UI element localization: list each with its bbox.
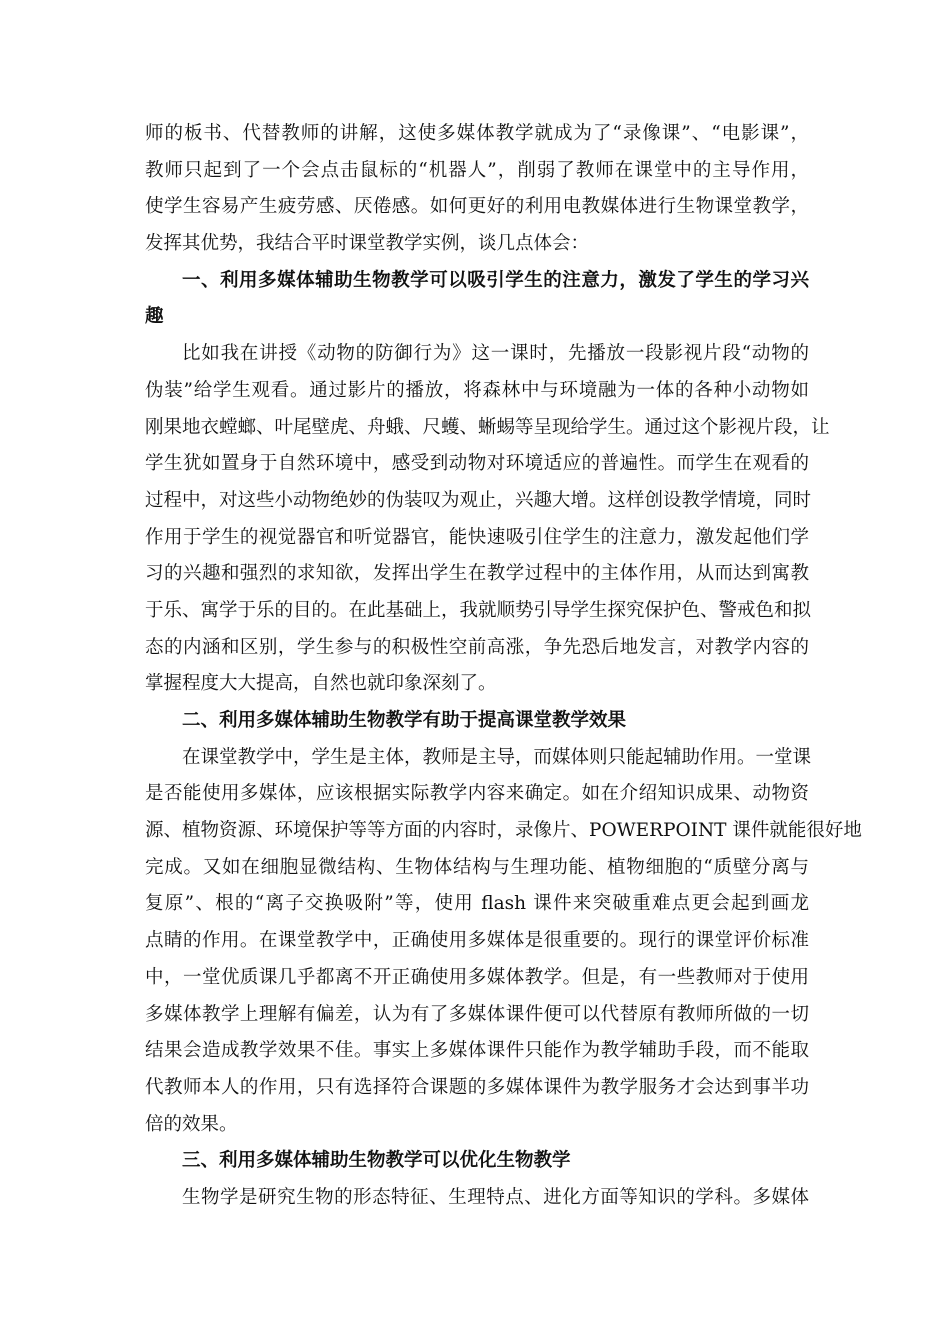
text-line: 是否能使用多媒体，应该根据实际教学内容来确定。如在介绍知识成果、动物资: [145, 783, 809, 805]
text-line: 完成。又如在细胞显微结构、生物体结构与生理功能、植物细胞的“质壁分离与: [145, 856, 809, 878]
text-line: 习的兴趣和强烈的求知欲，发挥出学生在教学过程中的主体作用，从而达到寓教: [145, 563, 809, 585]
text-line: 伪装”给学生观看。通过影片的播放，将森林中与环境融为一体的各种小动物如: [145, 379, 809, 401]
text-line: 学生犹如置身于自然环境中，感受到动物对环境适应的普遍性。而学生在观看的: [145, 453, 809, 475]
section-heading-1-continued: 趣: [145, 306, 164, 328]
text-line: 点睛的作用。在课堂教学中，正确使用多媒体是很重要的。现行的课堂评价标准: [145, 930, 809, 952]
text-line: 作用于学生的视觉器官和听觉器官，能快速吸引住学生的注意力，激发起他们学: [145, 526, 809, 548]
text-line: 教师只起到了一个会点击鼠标的“机器人”，削弱了教师在课堂中的主导作用，: [145, 159, 809, 181]
paragraph-start: 生物学是研究生物的形态特征、生理特点、进化方面等知识的学科。多媒体: [182, 1186, 809, 1208]
section-heading-3: 三、利用多媒体辅助生物教学可以优化生物教学: [182, 1150, 571, 1172]
document-page: [145, 116, 862, 1217]
text-line: 源、植物资源、环境保护等等方面的内容时，录像片、POWERPOINT 课件就能很好地: [145, 820, 862, 842]
text-line: 师的板书、代替教师的讲解，这使多媒体教学就成为了“录像课”、“电影课”，: [145, 123, 809, 144]
text-line: 多媒体教学上理解有偏差，认为有了多媒体课件便可以代替原有教师所做的一切: [145, 1003, 809, 1025]
text-line: 刚果地衣螳螂、叶尾壁虎、舟蛾、尺蠖、蜥蜴等呈现给学生。通过这个影视片段，让: [145, 416, 830, 438]
text-line: 使学生容易产生疲劳感、厌倦感。如何更好的利用电教媒体进行生物课堂教学，: [145, 196, 809, 218]
text-line: 复原”、根的“离子交换吸附”等，使用 flash 课件来突破重难点更会起到画龙: [145, 893, 809, 915]
text-line: 代教师本人的作用，只有选择符合课题的多媒体课件为教学服务才会达到事半功: [145, 1076, 809, 1098]
text-line: 过程中，对这些小动物绝妙的伪装叹为观止，兴趣大增。这样创设教学情境，同时: [145, 489, 812, 511]
text-line: 于乐、寓学于乐的目的。在此基础上，我就顺势引导学生探究保护色、警戒色和拟: [145, 599, 812, 621]
text-line: 结果会造成教学效果不佳。事实上多媒体课件只能作为教学辅助手段，而不能取: [145, 1040, 809, 1062]
section-heading-2: 二、利用多媒体辅助生物教学有助于提高课堂教学效果: [182, 710, 627, 731]
paragraph-start: 比如我在讲授《动物的防御行为》这一课时，先播放一段影视片段“动物的: [182, 343, 809, 365]
text-line: 发挥其优势，我结合平时课堂教学实例，谈几点体会：: [145, 233, 590, 255]
text-line: 态的内涵和区别，学生参与的积极性空前高涨，争先恐后地发言，对教学内容的: [145, 636, 809, 658]
text-line: 倍的效果。: [145, 1113, 238, 1135]
text-line: 掌握程度大大提高，自然也就印象深刻了。: [145, 673, 497, 695]
section-heading-1: 一、利用多媒体辅助生物教学可以吸引学生的注意力，激发了学生的学习兴: [182, 269, 809, 291]
paragraph-start: 在课堂教学中，学生是主体，教师是主导，而媒体则只能起辅助作用。一堂课: [182, 746, 812, 768]
text-line: 中，一堂优质课几乎都离不开正确使用多媒体教学。但是，有一些教师对于使用: [145, 966, 809, 988]
